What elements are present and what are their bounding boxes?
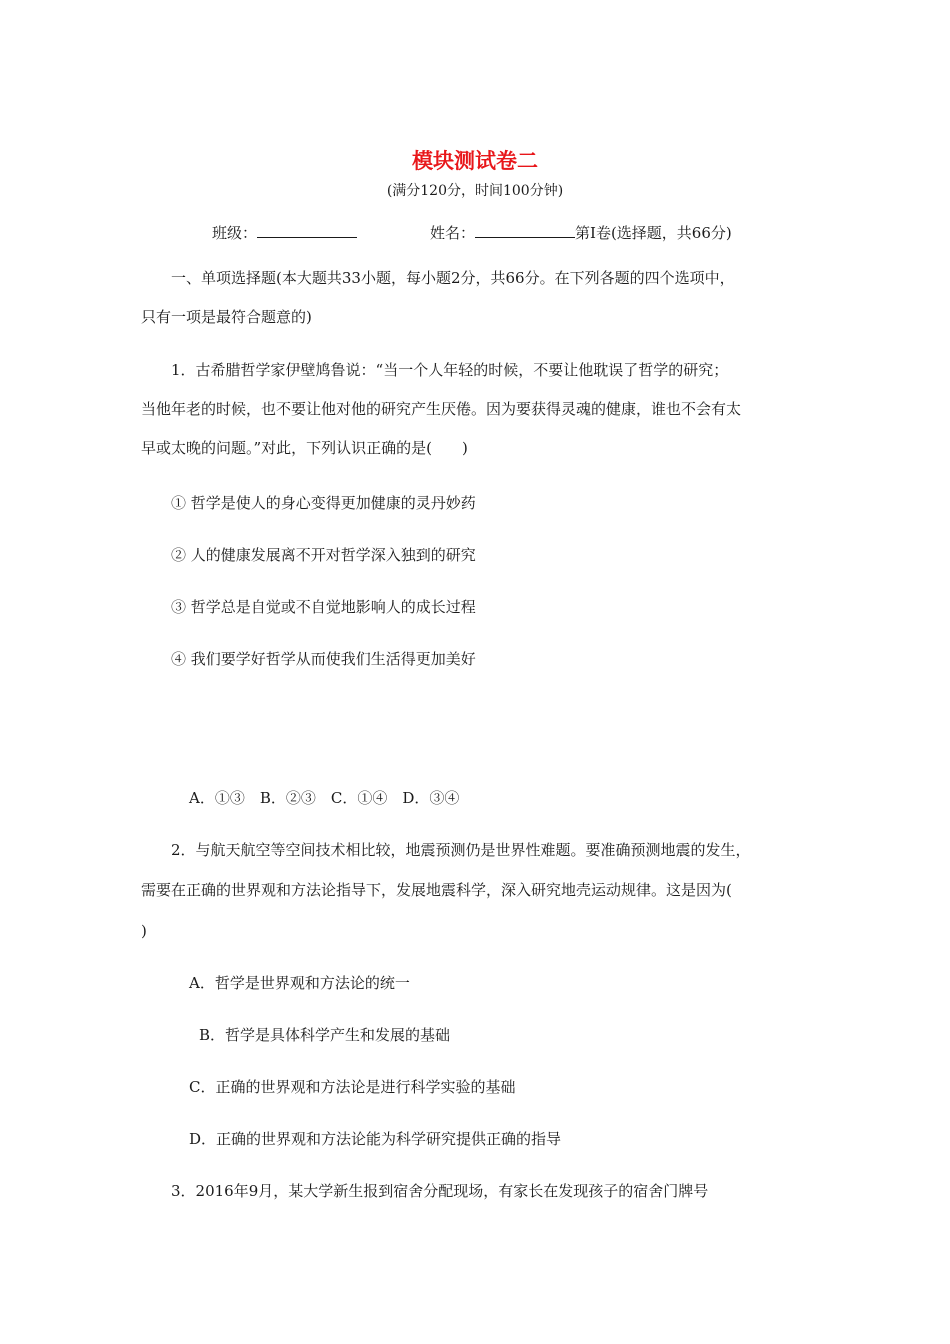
- question-1-line2: 当他年老的时候，也不要让他对他的研究产生厌倦。因为要获得灵魂的健康，谁也不会有太: [141, 400, 742, 418]
- question-2-line3: ): [141, 922, 147, 940]
- question-2-line2: 需要在正确的世界观和方法论指导下，发展地震科学，深入研究地壳运动规律。这是因为(: [141, 881, 732, 899]
- statement-3: ③ 哲学总是自觉或不自觉地影响人的成长过程: [171, 598, 476, 616]
- statement-2: ② 人的健康发展离不开对哲学深入独到的研究: [171, 546, 476, 564]
- question-2-line1: 2．与航天航空等空间技术相比较，地震预测仍是世界性难题。要准确预测地震的发生，: [171, 841, 751, 859]
- question-1-close-paren: ): [462, 439, 468, 457]
- question-2-option-a: A．哲学是世界观和方法论的统一: [189, 974, 410, 992]
- name-blank[interactable]: [475, 223, 575, 238]
- question-2-option-d: D．正确的世界观和方法论能为科学研究提供正确的指导: [189, 1130, 562, 1148]
- question-1-line1: 1．古希腊哲学家伊壁鸠鲁说：“当一个人年轻的时候，不要让他耽误了哲学的研究；: [171, 361, 729, 379]
- question-2-option-c: C．正确的世界观和方法论是进行科学实验的基础: [189, 1078, 516, 1096]
- class-label: 班级：: [212, 224, 258, 242]
- page-title: 模块测试卷二: [412, 149, 538, 173]
- question-1-line3: [141, 438, 468, 458]
- class-blank[interactable]: [257, 223, 357, 238]
- question-1-options: A．①③ B．②③ C．①④ D．③④: [189, 789, 460, 807]
- volume-label: 第Ⅰ卷(选择题，共66分): [575, 224, 732, 242]
- question-3-line1: 3．2016年9月，某大学新生报到宿舍分配现场，有家长在发现孩子的宿舍门牌号: [171, 1182, 709, 1200]
- section-instruction-line2: 只有一项是最符合题意的): [141, 308, 312, 326]
- section-instruction-line1: 一、单项选择题(本大题共33小题，每小题2分，共66分。在下列各题的四个选项中，: [171, 269, 735, 287]
- question-2-option-b: B．哲学是具体科学产生和发展的基础: [199, 1026, 451, 1044]
- statement-1: ① 哲学是使人的身心变得更加健康的灵丹妙药: [171, 494, 476, 512]
- class-field: [212, 223, 357, 243]
- score-time-subtitle: (满分120分，时间100分钟): [386, 183, 564, 199]
- name-field: [430, 223, 732, 243]
- name-label: 姓名：: [430, 224, 476, 242]
- statement-4: ④ 我们要学好哲学从而使我们生活得更加美好: [171, 650, 476, 668]
- question-1-line3-text: 早或太晚的问题。”对此，下列认识正确的是(: [141, 439, 433, 457]
